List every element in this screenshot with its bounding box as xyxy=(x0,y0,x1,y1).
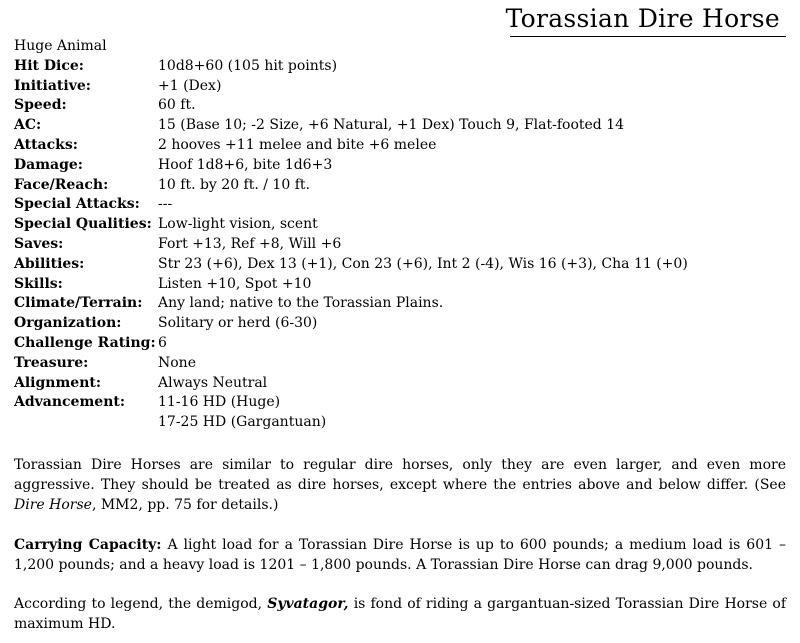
stat-row xyxy=(14,314,784,334)
stat-value: --- xyxy=(158,196,173,213)
stat-row xyxy=(14,195,784,215)
stat-value: Fort +13, Ref +8, Will +6 xyxy=(158,235,342,252)
stat-value: Solitary or herd (6-30) xyxy=(158,315,318,332)
stat-value: Hoof 1d8+6, bite 1d6+3 xyxy=(158,156,333,173)
carrying-capacity-label: Carrying Capacity: xyxy=(14,537,162,553)
stat-value: 10d8+60 (105 hit points) xyxy=(158,57,338,74)
stat-value: 2 hooves +11 melee and bite +6 melee xyxy=(158,136,437,153)
stat-row xyxy=(14,77,784,97)
stat-label: Challenge Rating: xyxy=(14,334,156,351)
stat-row xyxy=(14,255,784,275)
stat-row xyxy=(14,156,784,176)
stat-value: 11-16 HD (Huge) xyxy=(158,394,281,411)
stat-row xyxy=(14,96,784,116)
stat-value: 60 ft. xyxy=(158,97,196,114)
legend-demigod-name: Syvatagor, xyxy=(267,596,349,612)
carrying-capacity-text: A light load for a Torassian Dire Horse is up to 600 pounds; a medium load is 601 – 1,200 pounds; and a heavy load is 1201 – 1,800 pounds. A Torassian Dire Horse can drag 9,000 pounds. xyxy=(14,537,787,573)
stat-value: 6 xyxy=(158,334,167,351)
stat-label: Treasure: xyxy=(14,354,89,371)
stat-block xyxy=(14,37,784,433)
stat-label xyxy=(14,413,158,433)
stat-label: Skills: xyxy=(14,275,63,292)
stat-row xyxy=(14,413,784,433)
stat-row xyxy=(14,215,784,235)
stat-value: 10 ft. by 20 ft. / 10 ft. xyxy=(158,176,310,193)
stat-row xyxy=(14,136,784,156)
stat-value: +1 (Dex) xyxy=(158,77,222,94)
legend-text-end: is fond of riding a gargantuan-sized Torassian Dire Horse of maximum HD. xyxy=(14,596,786,632)
stat-label: Special Attacks: xyxy=(14,196,140,213)
stat-row xyxy=(14,57,784,77)
stat-value: Str 23 (+6), Dex 13 (+1), Con 23 (+6), Int 2 (-4), Wis 16 (+3), Cha 11 (+0) xyxy=(158,255,688,272)
stat-label: Initiative: xyxy=(14,77,91,94)
creature-type: Huge Animal xyxy=(14,38,107,54)
stat-label: Climate/Terrain: xyxy=(14,295,143,312)
legend-paragraph xyxy=(14,594,786,634)
stat-value: 17-25 HD (Gargantuan) xyxy=(158,414,327,431)
stat-row xyxy=(14,116,784,136)
stat-label: Face/Reach: xyxy=(14,176,109,193)
stat-row xyxy=(14,294,784,314)
stat-label: Speed: xyxy=(14,97,67,114)
stat-label: Saves: xyxy=(14,235,64,252)
stat-label: Abilities: xyxy=(14,255,85,272)
stat-row xyxy=(14,275,784,295)
stat-label: Organization: xyxy=(14,315,122,332)
stat-rows xyxy=(14,57,784,433)
stat-value: None xyxy=(158,354,196,371)
stat-row xyxy=(14,393,784,413)
stat-label: Special Qualities: xyxy=(14,216,152,233)
stat-row xyxy=(14,354,784,374)
stat-label: AC: xyxy=(14,117,42,134)
description-text: Torassian Dire Horses are similar to regular dire horses, only they are even larger, and even more aggressive. They should be treated as dire horses, except where the entries above and below differ. (See xyxy=(14,457,786,493)
stat-label: Advancement: xyxy=(14,394,126,411)
stat-value: Listen +10, Spot +10 xyxy=(158,275,312,292)
stat-label: Attacks: xyxy=(14,136,78,153)
legend-text: According to legend, the demigod, xyxy=(14,596,268,612)
stat-value: Any land; native to the Torassian Plains. xyxy=(158,295,444,312)
stat-row xyxy=(14,334,784,354)
stat-label: Alignment: xyxy=(14,374,102,391)
stat-row xyxy=(14,176,784,196)
carrying-capacity-paragraph xyxy=(14,535,786,575)
stat-label: Hit Dice: xyxy=(14,57,84,74)
stat-row xyxy=(14,235,784,255)
description-reference: Dire Horse xyxy=(14,497,92,513)
stat-value: 15 (Base 10; -2 Size, +6 Natural, +1 Dex) Touch 9, Flat-footed 14 xyxy=(158,117,625,134)
stat-value: Always Neutral xyxy=(158,374,268,391)
stat-value: Low-light vision, scent xyxy=(158,216,318,233)
stat-label: Damage: xyxy=(14,156,83,173)
description-paragraph xyxy=(14,455,786,515)
stat-row xyxy=(14,374,784,394)
description-text-end: , MM2, pp. 75 for details.) xyxy=(91,497,279,513)
page-title: Torassian Dire Horse xyxy=(505,4,780,33)
